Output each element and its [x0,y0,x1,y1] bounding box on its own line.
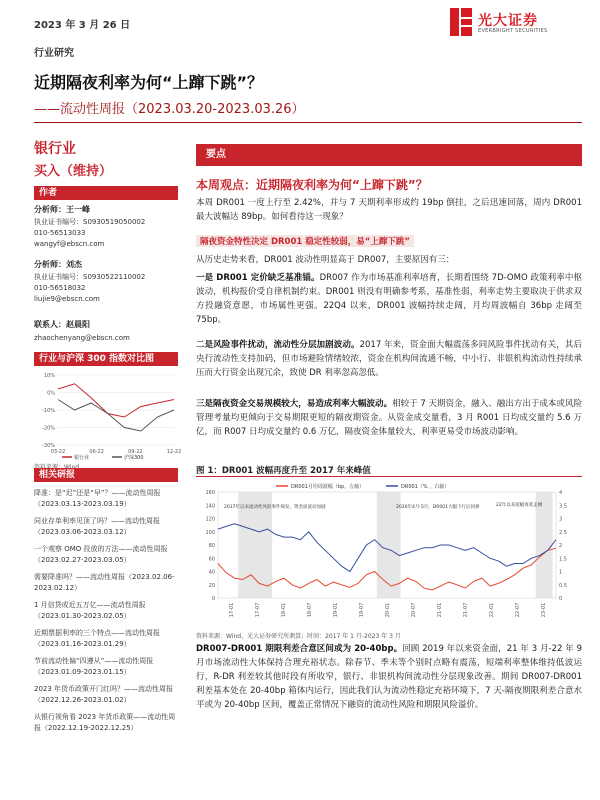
report-category: 行业研究 [34,48,74,59]
reason-three-lead: 三是隔夜资金交易规模较大，易造成利率大幅波动。 [196,399,393,409]
author-email[interactable]: liujie9@ebscn.com [34,295,100,303]
y-right-tick-label: 3 [559,516,563,523]
author-name: 分析师：王一峰 [34,205,90,214]
figure-source: 资料来源：Wind，光大证券研究所测算；时间：2017 年 1 月-2023 年 3 月 [196,633,401,640]
related-reports-header: 相关研报 [34,468,178,482]
reason-three-body: 相较于 7 天期资金，融入、融出方出于成本或风险管理考量均更倾向于交易期限更短的隔夜期资金。从资金成交量看，3 月 R001 日均成交量约 5.6 万亿，而 R007 日均成交量约 0.6 万亿，隔夜资金体量较大，利率更易受市场波动影响。 [196,399,582,437]
brand-name-en: EVERBRIGHT SECURITIES [478,28,548,34]
y-left-tick-label: 0 [211,596,215,602]
sector-name: 银行业 [34,141,76,157]
reason-three-paragraph [196,397,582,439]
perf-y-tick-label: -30% [42,443,55,449]
weekly-view-title: 本周观点：近期隔夜利率为何“上蹿下跳”？ [196,178,428,192]
y-right-tick-label: 3.5 [559,503,567,510]
x-tick-label: 22-01 [489,602,495,618]
perf-y-tick-label: 10% [43,373,55,379]
x-tick-label: 23-01 [541,602,547,618]
perf-y-tick-label: 0% [47,390,55,397]
x-tick-label: 21-07 [463,602,469,618]
x-tick-label: 22-07 [515,602,521,618]
y-right-tick-label: 0 [559,596,563,602]
y-right-tick-label: 1.5 [559,556,567,563]
author-license: 执业证书编号：S0930519050002 [34,218,146,226]
x-tick-label: 19-07 [359,602,365,618]
report-date: 2023 年 3 月 26 日 [34,20,131,31]
dr001-volatility-chart [196,480,582,632]
author-name: 分析师：刘杰 [34,260,82,269]
x-tick-label: 18-01 [281,602,287,618]
chart-annotation: 22年以来波幅再度走阔 [496,503,543,508]
brand-logo-mark-icon [450,8,472,36]
perf-series-line [58,384,174,417]
y-right-tick-label: 2.5 [559,529,567,536]
related-report-link[interactable]: 1 月信贷或近五万亿——流动性周报（2023.01.30-2023.02.05） [34,601,146,620]
reason-one-body: DR007 作为市场基准利率培育，长期看围绕 7D-OMO 政策利率中枢波动，机构报价受自律机制约束。DR001 则没有明确参考系，基准性弱，利率走势主要取决于供求双方投融资意愿，市场属性更强。22Q4 以来，DR001 波幅持续走阔，月均周波幅自 36bp 走阔至 75bp。 [196,273,582,325]
intro-paragraph: 本周 DR001 一度上行至 2.42%，并与 7 天期利率形成约 19bp 倒挂，之后迅速回落，周内 DR001 最大波幅达 89bp。如何看待这一现象？ [196,198,582,222]
key-points-header: 要点 [196,144,582,166]
page-subtitle: ——流动性周报（2023.03.20-2023.03.26） [34,102,305,117]
brand-name-cn: 光大证券 [478,13,538,29]
related-report-link[interactable]: 从银行视角看 2023 年货币政策——流动性周报（2022.12.19-2022.12.25） [34,713,176,732]
perf-legend-label: 沪深300 [124,455,144,461]
related-report-link[interactable]: 近期票据利率的三个特点——流动性周报（2023.01.16-2023.01.29） [34,629,160,648]
related-report-link[interactable]: 同业存单利率见顶了吗？——流动性周报（2023.03.06-2023.03.12） [34,517,160,536]
chart-annotation: 2020年4月-5月，DR001大幅下行后回弹 [396,505,480,510]
y-right-tick-label: 1 [559,569,563,576]
performance-chart-header: 行业与沪深 300 指数对比图 [34,352,178,366]
reason-two-lead: 二是风险事件扰动，流动性分层加剧波动。 [196,340,360,350]
reason-two-paragraph [196,338,582,380]
author-license: 执业证书编号：S0930522110002 [34,273,146,281]
related-report-link[interactable]: 2023 年货币政策开门红吗？——流动性周报（2022.12.26-2023.01.02） [34,685,174,704]
y-left-tick-label: 20 [208,582,215,589]
x-tick-label: 17-01 [229,602,235,618]
y-left-tick-label: 40 [208,569,215,576]
performance-chart [34,369,182,461]
legend-label: DR001（% ，右轴） [401,484,450,490]
related-reports-list [34,488,178,740]
highlight-heading: 隔夜资金特性决定 DR001 稳定性较弱，易“上蹿下跳” [196,235,414,247]
perf-x-tick-label: 03-22 [50,449,66,455]
y-left-tick-label: 140 [205,503,215,510]
term-spread-lead: DR007-DR001 期限利差合意区间或为 20-40bp。 [196,644,403,654]
related-report-link[interactable]: 需要降准吗？——流动性周报（2023.02.06-2023.02.12） [34,573,175,592]
authors-section-header: 作者 [34,186,178,200]
history-paragraph: 从历史走势来看，DR001 波动性明显高于 DR007，主要原因有三： [196,255,455,265]
perf-y-tick-label: -20% [42,425,55,432]
term-spread-body: 回顾 2019 年以来资金面，21 年 3 月-22 年 9 月市场流动性大体保持合理充裕状态。除春节、季末等个别时点略有震荡，短端利率整体维持低波运行，R-DR 利差较其他时段有所收窄，银行、非银机构间流动性分层现象改善。期间 DR007-DR001 利差基本处在 20-40bp 箱体内运行，因此我们认为流动性稳定充裕环境下，7 天-隔夜期限利差合意水平或为 20-40bp 区间，覆盖正常情况下融资的流动性风险和期限风险溢价。 [196,644,583,710]
x-tick-label: 17-07 [255,602,261,618]
chart-annotation: 2017年以来流动性风险事件频发，资金面波动加剧 [224,505,326,510]
x-tick-label: 18-07 [307,602,313,618]
author-phone: 010-56513033 [34,229,86,237]
y-right-tick-label: 4 [559,490,563,496]
perf-legend-label: 银行业 [74,455,90,461]
contact-name: 联系人：赵晨阳 [34,320,90,329]
figure-title: 图 1：DR001 波幅再度升至 2017 年来峰值 [196,466,371,476]
term-spread-paragraph [196,642,582,712]
rating-badge: 买入（维持） [34,164,113,179]
y-left-tick-label: 100 [205,529,215,536]
x-tick-label: 21-01 [437,602,443,618]
page-title: 近期隔夜利率为何“上蹿下跳”？ [34,73,264,92]
reason-two-body: 2017 年来，资金面大幅震荡多同风险事件扰动有关，其后央行流动性支持加码，但市场避险情绪较浓，资金在机构间流通不畅，中小行、非银机构流动性持续承压而大行资金出现冗余，致使 DR 利率忽高忽低。 [196,340,582,378]
related-report-link[interactable]: 一个观察 OMO 投放的方法——流动性周报（2023.02.27-2023.03.05） [34,545,168,564]
related-report-link[interactable]: 降准：是“迟”还是“早”？——流动性周报（2023.03.13-2023.03.19） [34,489,161,508]
header-divider [34,122,582,123]
author-phone: 010-56518032 [34,284,86,292]
reason-one-lead: 一是 DR001 定价缺乏基准锚。 [196,273,320,283]
y-left-tick-label: 160 [205,490,215,496]
brand-logo [450,8,580,38]
contact-email[interactable]: zhaochenyang@ebscn.com [34,334,130,342]
y-left-tick-label: 80 [208,543,215,549]
y-left-tick-label: 60 [208,556,215,563]
perf-x-tick-label: 12-22 [166,449,182,455]
related-report-link[interactable]: 节前流动性偏“四遵从”——流动性周报（2023.01.09-2023.01.15） [34,657,154,676]
perf-x-tick-label: 06-22 [89,449,104,455]
x-tick-label: 20-07 [411,602,417,618]
y-left-tick-label: 120 [205,516,215,523]
perf-x-tick-label: 09-22 [128,449,143,455]
legend-label: DR001月均周波幅（bp，左轴） [291,484,365,490]
figure-title-divider [196,476,582,477]
perf-y-tick-label: -10% [42,408,55,414]
x-tick-label: 20-01 [385,602,391,618]
y-right-tick-label: 2 [559,543,563,549]
y-right-tick-label: 0.5 [559,582,567,589]
x-tick-label: 19-01 [333,602,339,618]
reason-one-paragraph [196,271,582,327]
author-email[interactable]: wangyf@ebscn.com [34,240,105,248]
